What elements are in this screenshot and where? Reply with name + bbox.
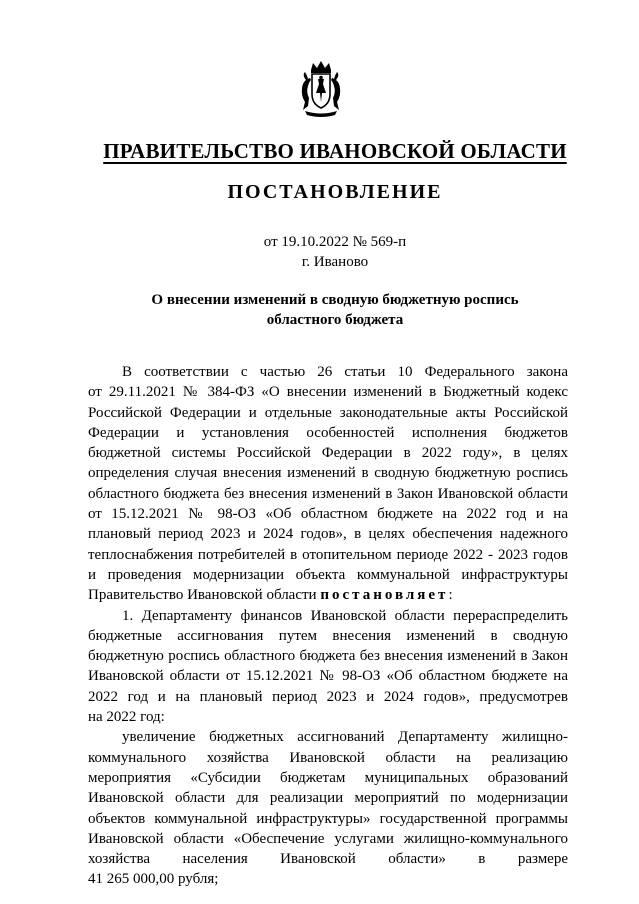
body-line: коммунального хозяйства Ивановской области на реализацию bbox=[88, 749, 568, 766]
body-line: плановый период 2023 и 2024 годов», в целях обеспечения надежного bbox=[88, 526, 568, 543]
body-line: Федерации и установления особенностей исполнения бюджетов bbox=[88, 424, 568, 441]
body-line: Ивановской области от 15.12.2021 № 98-ОЗ «Об областном бюджете на bbox=[88, 668, 568, 685]
document-type: ПОСТАНОВЛЕНИЕ bbox=[227, 181, 443, 203]
subject-line: областного бюджета bbox=[266, 312, 404, 328]
body-line: бюджетной системы Российской Федерации в 2022 году», в целях bbox=[88, 445, 568, 462]
decree-word: постановляет bbox=[320, 587, 449, 604]
body-line: определения случая внесения изменений в сводную бюджетную роспись bbox=[88, 465, 568, 482]
body-line: Российской Федерации и отдельные законодательные акты Российской bbox=[88, 404, 568, 421]
ivanovo-coat-of-arms-icon bbox=[297, 60, 345, 118]
city: г. Иваново bbox=[301, 254, 369, 270]
decree-line bbox=[88, 585, 568, 605]
decree-colon: : bbox=[448, 587, 453, 604]
body-line: мероприятия «Субсидии бюджетам муниципальных образований bbox=[88, 769, 568, 786]
body-line: от 29.11.2021 № 384-ФЗ «О внесении изменений в Бюджетный кодекс bbox=[88, 384, 568, 401]
body-line: Ивановской области «Обеспечение услугами жилищно-коммунального bbox=[88, 830, 568, 847]
government-title: ПРАВИТЕЛЬСТВО ИВАНОВСКОЙ ОБЛАСТИ bbox=[103, 139, 567, 163]
body-line: от 15.12.2021 № 98-ОЗ «Об областном бюджете на 2022 год и на bbox=[88, 506, 568, 523]
body-line: и проведения модернизации объекта коммунальной инфраструктуры bbox=[88, 566, 568, 583]
date-and-number: от 19.10.2022 № 569-п bbox=[263, 234, 407, 250]
body-line: объектов коммунальной инфраструктуры» государственной программы bbox=[88, 810, 568, 827]
body-line: 41 265 000,00 рубля; bbox=[88, 871, 219, 888]
document-body bbox=[88, 362, 568, 890]
body-line-text: Правительство Ивановской области bbox=[88, 587, 317, 604]
body-line: 2022 год и на плановый период 2023 и 2024 годов», предусмотрев bbox=[88, 688, 568, 705]
body-line: бюджетные ассигнования путем внесения изменений в сводную bbox=[88, 627, 568, 644]
body-line: на 2022 год: bbox=[88, 709, 165, 726]
body-line: бюджетную роспись областного бюджета без внесения изменений в Закон bbox=[88, 648, 568, 665]
body-line: 1. Департаменту финансов Ивановской области перераспределить bbox=[122, 607, 568, 624]
body-line: Ивановской области для реализации мероприятий по модернизации bbox=[88, 790, 568, 807]
subject-line: О внесении изменений в сводную бюджетную роспись bbox=[151, 292, 519, 308]
body-line: увеличение бюджетных ассигнований Департаменту жилищно- bbox=[122, 729, 568, 746]
body-line: областного бюджета без внесения изменений в Закон Ивановской области bbox=[88, 485, 568, 502]
body-line: В соответствии с частью 26 статьи 10 Федерального закона bbox=[122, 364, 568, 380]
document-subject bbox=[103, 290, 567, 330]
body-line: хозяйства населения Ивановской области» в размере bbox=[88, 851, 568, 868]
body-line: теплоснабжения потребителей в отопительном периоде 2022 - 2023 годов bbox=[88, 546, 568, 563]
